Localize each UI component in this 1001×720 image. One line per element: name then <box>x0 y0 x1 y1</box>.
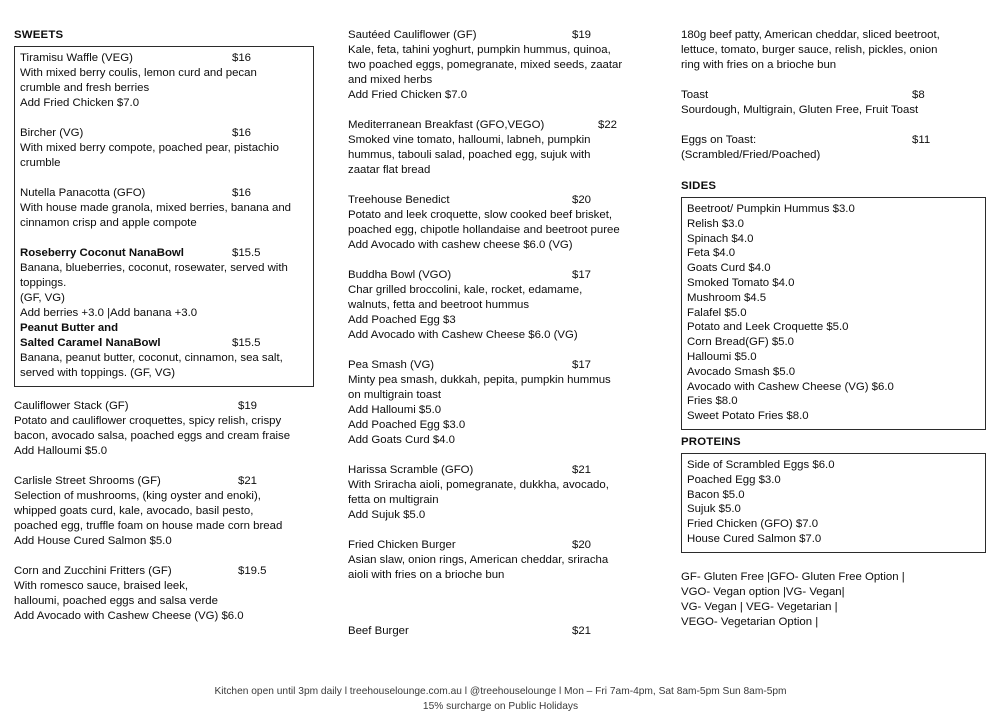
side-item: Relish $3.0 <box>687 217 744 230</box>
side-item: Feta $4.0 <box>687 247 736 260</box>
menu-item <box>20 186 308 231</box>
footer-line-2: 15% surcharge on Public Holidays <box>422 701 579 712</box>
menu-item-description-line: two poached eggs, pomegranate, mixed seeds, zaatar <box>348 59 623 71</box>
menu-item-price: $16 <box>232 127 252 139</box>
menu-item-description-line: With house made granola, mixed berries, banana and <box>20 202 292 214</box>
menu-item-row <box>348 28 648 43</box>
menu-item-price: $19.5 <box>238 565 267 577</box>
menu-item-row <box>348 624 648 639</box>
menu-item-description-line: Selection of mushrooms, (king oyster and enoki), <box>14 490 261 502</box>
footer-line-1: Kitchen open until 3pm daily l treehouselounge.com.au l @treehouselounge l Mon – Fri 7am-4pm, Sat 8am-5pm Sun 8am-5pm <box>214 686 787 697</box>
menu-item-description-line: Add berries +3.0 |Add banana +3.0 <box>20 307 198 319</box>
protein-item: Bacon $5.0 <box>687 488 745 501</box>
menu-item-name: Toast <box>681 89 709 101</box>
menu-item-price: $15.5 <box>232 337 261 349</box>
menu-item <box>348 358 648 448</box>
menu-item-row <box>348 118 648 133</box>
menu-item-description-line: crumble <box>20 157 61 169</box>
menu-item-name: Roseberry Coconut NanaBowl <box>20 247 184 259</box>
menu-item-description-line: served with toppings. (GF, VG) <box>20 367 176 379</box>
menu-item <box>20 246 308 321</box>
menu-item-row <box>348 463 648 478</box>
menu-item-description-line: crumble and fresh berries <box>20 82 150 94</box>
side-item: Halloumi $5.0 <box>687 350 757 363</box>
menu-item-price: $22 <box>598 119 618 131</box>
menu-item-row <box>20 336 308 351</box>
menu-item-description-line: hummus, tabouli salad, poached egg, sujuk with <box>348 149 591 161</box>
menu-item-row <box>20 51 308 66</box>
side-item: Spinach $4.0 <box>687 232 754 245</box>
menu-item-row <box>20 321 308 336</box>
menu-item-name: Sautéed Cauliflower (GF) <box>348 29 477 41</box>
menu-item-name: Mediterranean Breakfast (GFO,VEGO) <box>348 119 545 131</box>
spacer <box>20 231 308 246</box>
spacer <box>14 459 314 474</box>
menu-item-row <box>348 538 648 553</box>
menu-item-row <box>20 126 308 141</box>
menu-item-description-line: Minty pea smash, dukkah, pepita, pumpkin hummus <box>348 374 611 386</box>
menu-item-name: Fried Chicken Burger <box>348 539 456 551</box>
menu-item-description-line: Add House Cured Salmon $5.0 <box>14 535 172 547</box>
menu-item-description: (Scrambled/Fried/Poached) <box>681 149 821 161</box>
left-loose-items <box>14 399 314 624</box>
sides-heading: SIDES <box>681 180 717 192</box>
middle-items <box>348 28 648 639</box>
menu-item-name: Harissa Scramble (GFO) <box>348 464 474 476</box>
menu-item-description-line: Add Avocado with Cashew Cheese (VG) $6.0 <box>14 610 244 622</box>
side-item: Goats Curd $4.0 <box>687 262 771 275</box>
menu-item-description-line: Add Fried Chicken $7.0 <box>348 89 468 101</box>
menu-item-toast <box>681 88 986 118</box>
menu-item <box>14 399 314 459</box>
menu-item-description-line: Potato and leek croquette, slow cooked beef brisket, <box>348 209 613 221</box>
menu-item-description-line: Add Avocado with Cashew Cheese $6.0 (VG) <box>348 329 578 341</box>
menu-item <box>20 321 308 336</box>
menu-item <box>14 564 314 624</box>
beef-burger-description-line: 180g beef patty, American cheddar, sliced beetroot, <box>681 29 940 41</box>
menu-item-description-line: Kale, feta, tahini yoghurt, pumpkin hummus, quinoa, <box>348 44 611 56</box>
menu-item-price: $8 <box>912 89 925 101</box>
menu-item <box>14 474 314 549</box>
menu-item-row <box>14 399 314 414</box>
menu-item <box>20 126 308 171</box>
beef-burger-description <box>681 28 986 73</box>
menu-item-description-line: Add Sujuk $5.0 <box>348 509 426 521</box>
sides-box <box>681 197 986 430</box>
footer <box>0 684 1001 714</box>
protein-item: Fried Chicken (GFO) $7.0 <box>687 518 819 531</box>
menu-item-name: Beef Burger <box>348 625 409 637</box>
menu-item-description-line: With mixed berry coulis, lemon curd and pecan <box>20 67 257 79</box>
menu-item-row <box>14 564 314 579</box>
spacer <box>348 178 648 193</box>
side-item: Avocado Smash $5.0 <box>687 365 796 378</box>
menu-item-description-line: whipped goats curd, kale, avocado, basil pesto, <box>14 505 254 517</box>
menu-item-price: $19 <box>238 400 258 412</box>
menu-item-description-line: With romesco sauce, braised leek, <box>14 580 189 592</box>
menu-item-description-line: Smoked vine tomato, halloumi, labneh, pumpkin <box>348 134 591 146</box>
sweets-box <box>14 46 314 387</box>
menu-item-description-line: Add Halloumi $5.0 <box>348 404 442 416</box>
side-item: Fries $8.0 <box>687 395 738 408</box>
menu-item <box>348 463 648 523</box>
beef-burger-description-line: ring with fries on a brioche bun <box>681 59 837 71</box>
left-column <box>14 28 314 624</box>
menu-item-name: Nutella Panacotta (GFO) <box>20 187 146 199</box>
spacer <box>348 343 648 358</box>
menu-item-description-line: Char grilled broccolini, kale, rocket, edamame, <box>348 284 583 296</box>
protein-item: Poached Egg $3.0 <box>687 473 781 486</box>
menu-item-price: $21 <box>572 464 592 476</box>
menu-item-name: Peanut Butter and <box>20 322 119 334</box>
side-item: Avocado with Cashew Cheese (VG) $6.0 <box>687 380 894 393</box>
menu-item <box>348 28 648 103</box>
legend-line: VEGO- Vegetarian Option | <box>681 615 819 628</box>
menu-item <box>20 336 308 381</box>
spacer <box>348 523 648 538</box>
menu-item-row <box>20 186 308 201</box>
side-item: Sweet Potato Fries $8.0 <box>687 410 809 423</box>
menu-item-description-line: cinnamon crisp and apple compote <box>20 217 197 229</box>
sweets-heading: SWEETS <box>14 29 64 41</box>
side-item: Beetroot/ Pumpkin Hummus $3.0 <box>687 203 855 215</box>
menu-item-price: $16 <box>232 187 252 199</box>
menu-item-row <box>348 358 648 373</box>
menu-item-eggs-on-toast <box>681 133 986 163</box>
abbreviation-legend <box>681 570 986 630</box>
menu-item <box>348 118 648 178</box>
menu-item-description-line: toppings. <box>20 277 67 289</box>
middle-column <box>348 28 648 639</box>
menu-item-description-line: on multigrain toast <box>348 389 442 401</box>
legend-line: VGO- Vegan option |VG- Vegan| <box>681 585 845 598</box>
menu-item <box>348 268 648 343</box>
menu-item-description-line: Potato and cauliflower croquettes, spicy relish, crispy <box>14 415 282 427</box>
spacer <box>348 103 648 118</box>
menu-item-name: Tiramisu Waffle (VEG) <box>20 52 133 64</box>
side-item: Falafel $5.0 <box>687 306 747 319</box>
menu-item-description-line: bacon, avocado salsa, poached eggs and cream fraise <box>14 430 291 442</box>
menu-item-description-line: With mixed berry compote, poached pear, pistachio <box>20 142 279 154</box>
menu-item-description-line: poached egg, chipotle hollandaise and beetroot puree <box>348 224 620 236</box>
menu-item-description-line: With Sriracha aioli, pomegranate, dukkha, avocado, <box>348 479 609 491</box>
menu-item-row <box>348 268 648 283</box>
spacer <box>20 171 308 186</box>
menu-item-description-line: Add Fried Chicken $7.0 <box>20 97 140 109</box>
menu-item-description-line: zaatar flat bread <box>348 164 431 176</box>
menu-item-description: Sourdough, Multigrain, Gluten Free, Fruit Toast <box>681 104 919 116</box>
spacer <box>348 448 648 463</box>
menu-item-price: $15.5 <box>232 247 261 259</box>
menu-item-price: $17 <box>572 359 592 371</box>
menu-item-name: Buddha Bowl (VGO) <box>348 269 452 281</box>
menu-item-name: Pea Smash (VG) <box>348 359 435 371</box>
beef-burger-description-line: lettuce, tomato, burger sauce, relish, pickles, onion <box>681 44 938 56</box>
menu-item-description-line: Asian slaw, onion rings, American cheddar, sriracha <box>348 554 609 566</box>
spacer <box>14 549 314 564</box>
menu-item-row <box>20 246 308 261</box>
proteins-box <box>681 453 986 553</box>
menu-item-name: Eggs on Toast: <box>681 134 757 146</box>
side-item: Smoked Tomato $4.0 <box>687 276 795 289</box>
spacer <box>348 583 648 598</box>
menu-item <box>348 624 648 639</box>
proteins-heading: PROTEINS <box>681 435 741 448</box>
legend-line: VG- Vegan | VEG- Vegetarian | <box>681 600 838 613</box>
menu-item-description-line: (GF, VG) <box>20 292 65 304</box>
menu-item-price: $17 <box>572 269 592 281</box>
menu-item-name: Corn and Zucchini Fritters (GF) <box>14 565 172 577</box>
menu-item-description-line: Add Poached Egg $3 <box>348 314 456 326</box>
menu-item-row <box>14 474 314 489</box>
menu-item-price: $16 <box>232 52 252 64</box>
menu-item-price: $11 <box>912 134 931 146</box>
menu-item-description-line: Add Halloumi $5.0 <box>14 445 108 457</box>
menu-item-price: $20 <box>572 539 592 551</box>
menu-item-description-line: aioli with fries on a brioche bun <box>348 569 505 581</box>
spacer <box>348 253 648 268</box>
menu-item-description-line: Add Poached Egg $3.0 <box>348 419 466 431</box>
menu-item-description-line: Add Goats Curd $4.0 <box>348 434 456 446</box>
menu-item-price: $20 <box>572 194 592 206</box>
menu-item-description-line: Add Avocado with cashew cheese $6.0 (VG) <box>348 239 573 251</box>
menu-item-description-line: Banana, blueberries, coconut, rosewater, served with <box>20 262 288 274</box>
side-item: Corn Bread(GF) $5.0 <box>687 336 794 349</box>
menu-item-price: $21 <box>572 625 592 637</box>
menu-item-price: $19 <box>572 29 592 41</box>
menu-item-description-line: fetta on multigrain <box>348 494 439 506</box>
menu-item-name: Cauliflower Stack (GF) <box>14 400 129 412</box>
menu-item-description-line: poached egg, truffle foam on house made corn bread <box>14 520 283 532</box>
menu-item-price: $21 <box>238 475 258 487</box>
right-column <box>681 28 986 630</box>
menu-item-description-line: and mixed herbs <box>348 74 433 86</box>
legend-line: GF- Gluten Free |GFO- Gluten Free Option | <box>681 570 905 583</box>
menu-item-description-line: Banana, peanut butter, coconut, cinnamon, sea salt, <box>20 352 283 364</box>
protein-item: Sujuk $5.0 <box>687 503 741 516</box>
menu-item <box>348 538 648 583</box>
menu-item-name: Treehouse Benedict <box>348 194 450 206</box>
menu-item <box>348 193 648 253</box>
side-item: Potato and Leek Croquette $5.0 <box>687 321 849 334</box>
protein-item: Side of Scrambled Eggs $6.0 <box>687 458 835 471</box>
menu-item-row <box>348 193 648 208</box>
menu-item-name: Bircher (VG) <box>20 127 84 139</box>
menu-item-name: Salted Caramel NanaBowl <box>20 337 161 349</box>
menu-item-description-line: walnuts, fetta and beetroot hummus <box>348 299 530 311</box>
protein-item: House Cured Salmon $7.0 <box>687 532 822 545</box>
menu-item <box>20 51 308 111</box>
menu-item-name: Carlisle Street Shrooms (GF) <box>14 475 161 487</box>
menu-item-description-line: halloumi, poached eggs and salsa verde <box>14 595 218 607</box>
spacer <box>20 111 308 126</box>
side-item: Mushroom $4.5 <box>687 291 767 304</box>
